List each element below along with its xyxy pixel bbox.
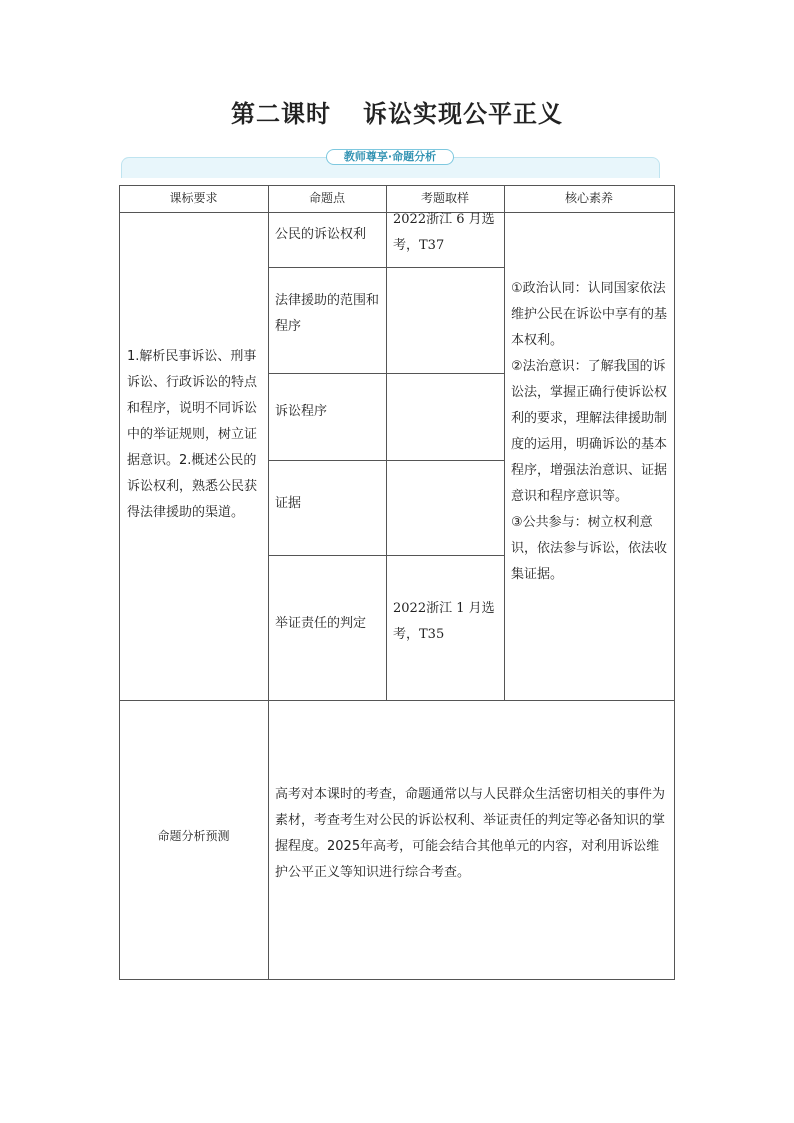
lesson-number: 第二课时: [231, 99, 331, 128]
column-divider: [504, 185, 505, 700]
table-border-right: [674, 185, 675, 980]
literacy-list: [511, 276, 668, 588]
point-5: 举证责任的判定: [275, 616, 367, 631]
column-divider: [268, 185, 269, 980]
banner-label: 教师尊享·命题分析: [326, 149, 454, 165]
literacy-item: ①政治认同：认同国家依法维护公民在诉讼中享有的基本权利。: [511, 281, 668, 348]
point-4: 证据: [275, 496, 302, 511]
curriculum-requirements: 1.解析民事诉讼、刑事诉讼、行政诉讼的特点和程序，说明不同诉讼中的举证规则，树立证据意识。2.概述公民的诉讼权利，熟悉公民获得法律援助的渠道。: [127, 349, 258, 520]
sample-1: 2022浙江 6 月选考，T37: [393, 212, 495, 253]
literacy-item: ②法治意识：了解我国的诉讼法，掌握正确行使诉讼权利的要求，理解法律援助制度的运用，明确诉讼的基本程序，增强法治意识、证据意识和程序意识等。: [511, 359, 668, 504]
forecast-text: 高考对本课时的考查，命题通常以与人民群众生活密切相关的事件为素材，考查考生对公民的诉讼权利、举证责任的判定等必备知识的掌握程度。2025年高考，可能会结合其他单元的内容，对利用诉讼维护公平正义等知识进行综合考查。: [275, 787, 666, 880]
header-literacy: 核心素养: [564, 191, 613, 205]
lesson-title: 诉讼实现公平正义: [363, 99, 563, 128]
header-requirements: 课标要求: [169, 191, 218, 205]
header-points: 命题点: [308, 191, 345, 205]
header-samples: 考题取样: [420, 191, 469, 205]
point-3: 诉讼程序: [275, 404, 328, 419]
column-divider: [386, 185, 387, 700]
page-title: [0, 94, 794, 129]
forecast-label: 命题分析预测: [157, 829, 230, 843]
sample-5: 2022浙江 1 月选考，T35: [393, 601, 495, 642]
point-2: 法律援助的范围和程序: [275, 293, 380, 334]
table-border-bottom: [119, 979, 675, 980]
analysis-table: [119, 185, 675, 980]
section-divider: [119, 700, 675, 701]
point-1: 公民的诉讼权利: [275, 227, 367, 242]
literacy-item: ③公共参与：树立权利意识，依法参与诉讼，依法收集证据。: [511, 515, 668, 582]
table-border-left: [119, 185, 120, 980]
